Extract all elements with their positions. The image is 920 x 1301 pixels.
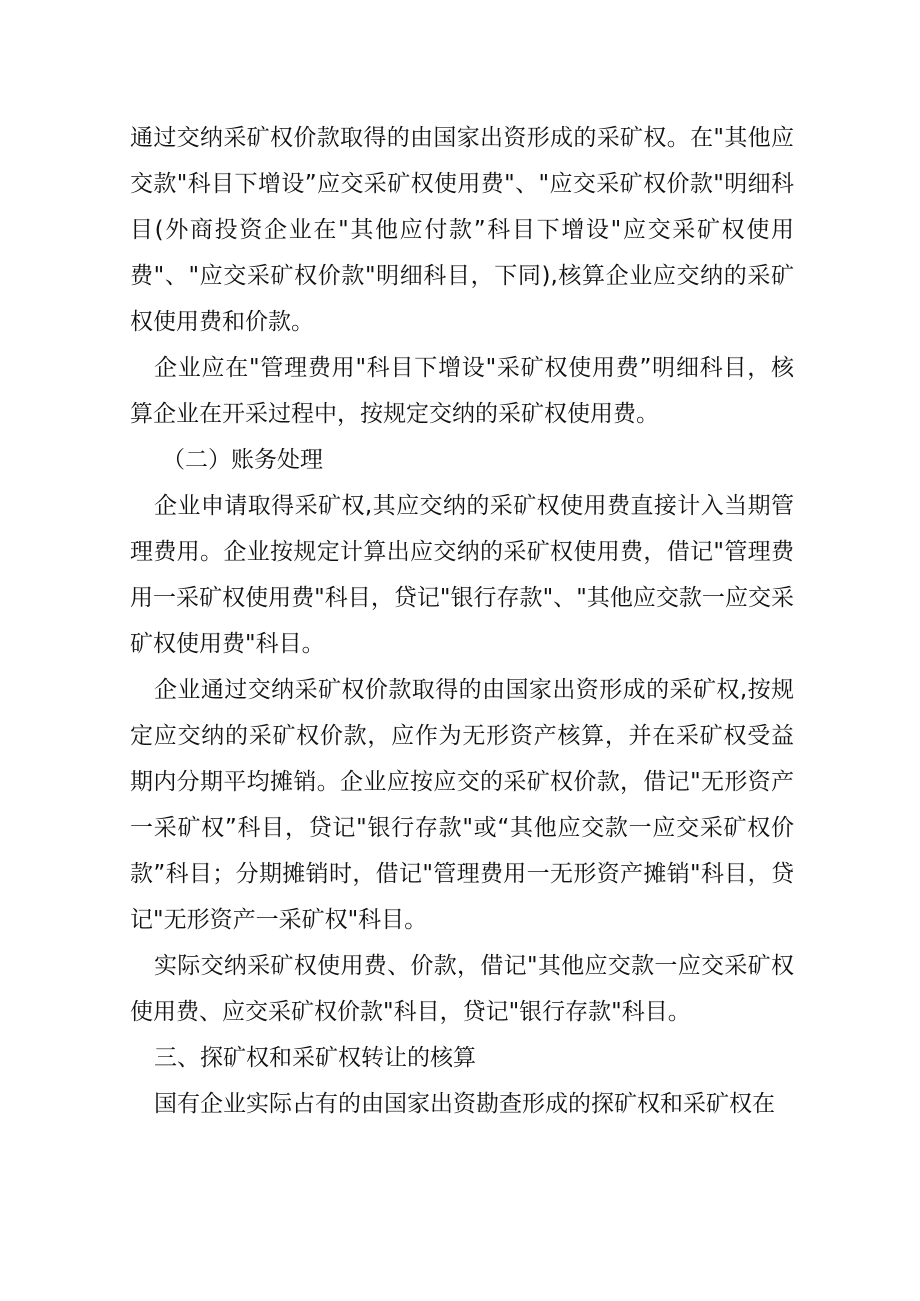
document-body [130, 115, 794, 1127]
paragraph-state-owned-enterprise: 国有企业实际占有的由国家出资勘查形成的探矿权和采矿权在 [154, 1091, 775, 1117]
paragraph-continuation: 通过交纳采矿权价款取得的由国家出资形成的采矿权。在"其他应交款"科目下增设”应交采矿权使用费"、"应交采矿权价款"明细科目(外商投资企业在"其他应付款”科目下增设"应交采矿权使用费"、"应交采矿权价款"明细科目，下同),核算企业应交纳的采矿权使用费和价款。 [130, 125, 794, 335]
paragraph-apply-mining-right: 企业申请取得采矿权,其应交纳的采矿权使用费直接计入当期管理费用。企业按规定计算出应交纳的采矿权使用费，借记"管理费用一采矿权使用费"科目，贷记"银行存款"、"其他应交款一应交采矿权使用费"科目。 [130, 493, 794, 657]
section-heading-transfer-accounting: 三、探矿权和采矿权转让的核算 [154, 1045, 476, 1071]
section-heading-accounting-treatment: （二）账务处理 [162, 447, 323, 473]
paragraph-actual-payment: 实际交纳采矿权使用费、价款，借记"其他应交款一应交采矿权使用费、应交采矿权价款"科目，贷记"银行存款"科目。 [130, 953, 794, 1025]
paragraph-mining-right-price: 企业通过交纳采矿权价款取得的由国家出资形成的采矿权,按规定应交纳的采矿权价款，应作为无形资产核算，并在采矿权受益期内分期平均摊销。企业应按应交的采矿权价款，借记"无形资产一采矿权”科目，贷记"银行存款"或“其他应交款一应交采矿权价款”科目；分期摊销时，借记"管理费用一无形资产摊销"科目，贷记"无形资产一采矿权"科目。 [130, 677, 794, 933]
paragraph-management-fee-account: 企业应在"管理费用"科目下增设"采矿权使用费”明细科目，核算企业在开采过程中，按规定交纳的采矿权使用费。 [130, 355, 794, 427]
